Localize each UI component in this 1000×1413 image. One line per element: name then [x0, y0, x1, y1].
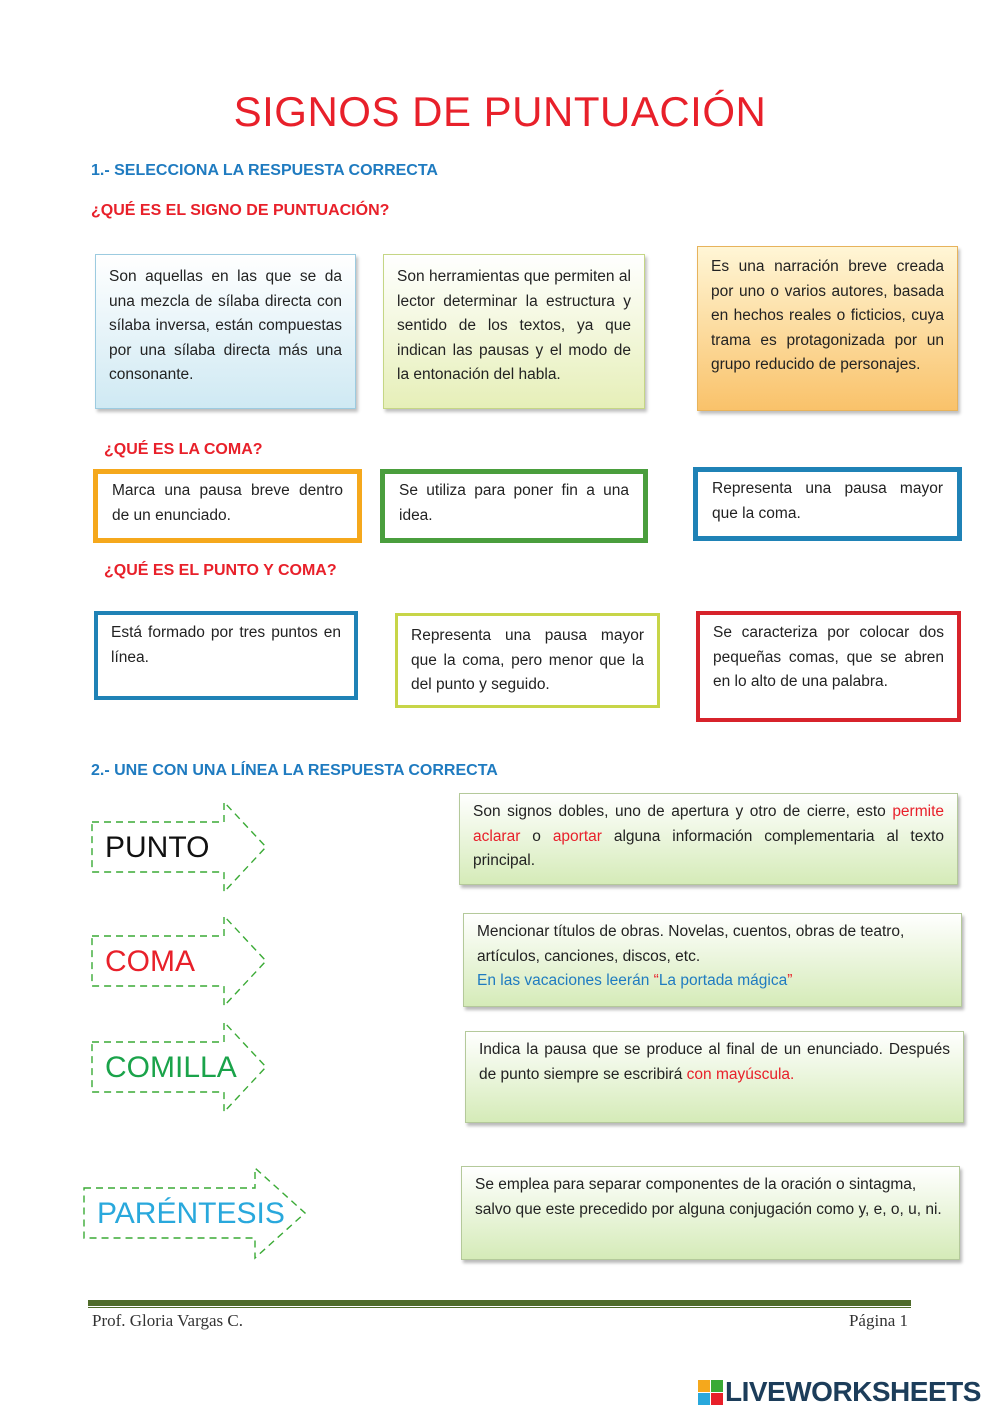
term-coma[interactable] — [91, 914, 269, 1008]
footer-author: Prof. Gloria Vargas C. — [92, 1311, 243, 1330]
section-1-label: 1.- SELECCIONA LA RESPUESTA CORRECTA — [91, 162, 438, 179]
page-title: SIGNOS DE PUNTUACIÓN — [233, 88, 767, 135]
q1-option-a[interactable] — [95, 254, 356, 409]
footer-divider — [88, 1300, 911, 1306]
brand-name: LIVEWORKSHEETS — [725, 1376, 981, 1407]
definition-4[interactable] — [461, 1166, 960, 1260]
term-punto-label: PUNTO — [105, 831, 210, 864]
definition-4-text: Se emplea para separar componentes de la oración o sintagma, salvo que este precedido por alguna conjugación como y, e, o, u, ni. — [475, 1176, 942, 1218]
term-comilla-label: COMILLA — [105, 1051, 237, 1084]
question-3: ¿QUÉ ES EL PUNTO Y COMA? — [104, 562, 337, 579]
q3-option-b[interactable] — [395, 613, 660, 708]
definition-1[interactable] — [459, 793, 958, 885]
q2-option-b-text: Se utiliza para poner fin a una idea. — [384, 473, 644, 539]
question-1: ¿QUÉ ES EL SIGNO DE PUNTUACIÓN? — [91, 202, 390, 219]
q2-option-b[interactable] — [380, 469, 648, 543]
question-2: ¿QUÉ ES LA COMA? — [104, 441, 263, 458]
section-2-label: 2.- UNE CON UNA LÍNEA LA RESPUESTA CORRECTA — [91, 762, 498, 779]
term-parentesis[interactable] — [83, 1166, 309, 1260]
q1-option-c-text: Es una narración breve creada por uno o varios autores, basada en hechos reales o ficticios, cuya trama es protagonizada por un grupo reducido de personajes. — [711, 258, 944, 373]
term-parentesis-label: PARÉNTESIS — [97, 1197, 285, 1230]
liveworksheets-logo — [698, 1376, 998, 1410]
term-comilla[interactable] — [91, 1020, 269, 1114]
q1-option-b-text: Son herramientas que permiten al lector determinar la estructura y sentido de los textos, ya que indican las pausas y el modo de la entonación del habla. — [397, 268, 631, 383]
definition-2[interactable] — [463, 913, 962, 1007]
definition-3-text: Indica la pausa que se produce al final de un enunciado. Después de punto siempre se escribirá con mayúscula. — [479, 1041, 950, 1083]
definition-3[interactable] — [465, 1031, 964, 1123]
q3-option-a[interactable] — [94, 611, 358, 700]
q3-option-a-text: Está formado por tres puntos en línea. — [111, 624, 341, 666]
q2-option-a-text: Marca una pausa breve dentro de un enunciado. — [97, 473, 358, 539]
definition-2-example: En las vacaciones leerán “La portada mágica” — [477, 972, 793, 989]
term-coma-label: COMA — [105, 945, 195, 978]
definition-2-text: Mencionar títulos de obras. Novelas, cuentos, obras de teatro, artículos, canciones, discos, etc. — [477, 923, 905, 965]
term-punto[interactable] — [91, 800, 269, 894]
q2-option-c-text: Representa una pausa mayor que la coma. — [697, 471, 958, 537]
liveworksheets-mark-icon — [698, 1380, 724, 1406]
q1-option-c[interactable] — [697, 246, 958, 411]
q3-option-b-text: Representa una pausa mayor que la coma, pero menor que la del punto y seguido. — [411, 627, 644, 693]
q3-option-c-text: Se caracteriza por colocar dos pequeñas comas, que se abren en lo alto de una palabra. — [713, 624, 944, 690]
footer-divider-thin — [88, 1307, 911, 1308]
q1-option-b[interactable] — [383, 254, 645, 409]
definition-1-text: Son signos dobles, uno de apertura y otro de cierre, esto permite aclarar o aportar alguna información complementaria al texto principal. — [473, 803, 945, 869]
q2-option-c[interactable] — [693, 467, 962, 541]
q3-option-c[interactable] — [696, 611, 961, 722]
q2-option-a[interactable] — [93, 469, 362, 543]
q1-option-a-text: Son aquellas en las que se da una mezcla de sílaba directa con sílaba inversa, están compuestas por una sílaba directa más una consonante. — [109, 268, 342, 383]
footer-page: Página 1 — [848, 1311, 908, 1330]
